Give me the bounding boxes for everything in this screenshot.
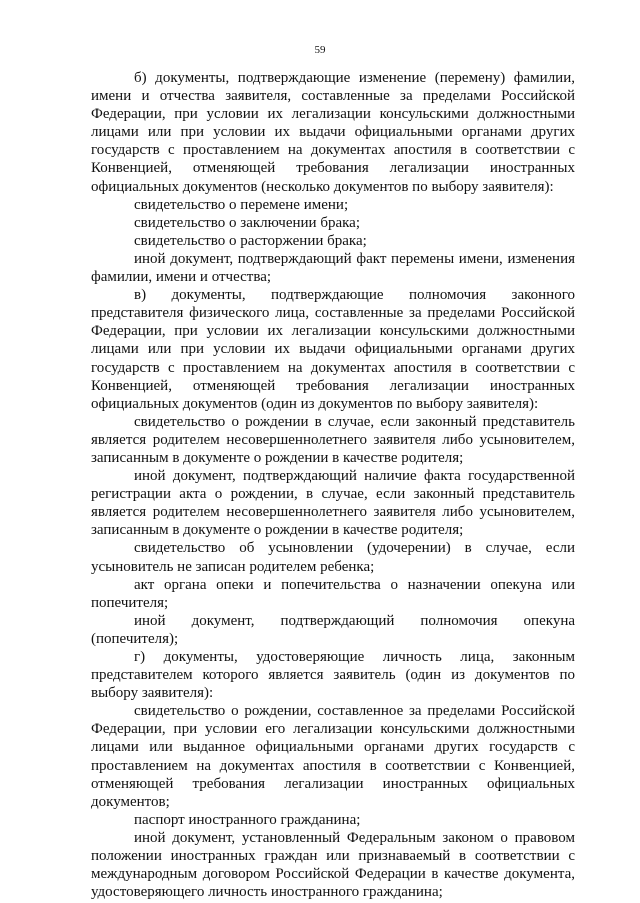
paragraph-v-intro: в) документы, подтверждающие полномочия законного представителя физического лица, составленные за пределами Российской Федерации, при условии их легализации консульскими должностными лицами или при условии их выдачи официальными органами других государств с проставлением на документах апостиля в соответствии с Конвенцией, отменяющей требования легализации иностранных официальных документов (один из документов по выбору заявителя): bbox=[91, 287, 575, 412]
paragraph-marriage-certificate: свидетельство о заключении брака; bbox=[134, 214, 360, 231]
paragraph-divorce-certificate: свидетельство о расторжении брака; bbox=[134, 232, 367, 249]
page-number: 59 bbox=[314, 44, 326, 56]
paragraph-other-guardian-doc: иной документ, подтверждающий полномочия опекуна (попечителя); bbox=[91, 612, 575, 647]
paragraph-foreign-birth-certificate: свидетельство о рождении, составленное за пределами Российской Федерации, при условии его легализации консульскими должностными лицами или выданное официальными органами других государств с проставлением на документах апостиля в соответствии с Конвенцией, отменяющей требования легализации иностранных официальных документов; bbox=[91, 703, 575, 810]
paragraph-adoption-certificate: свидетельство об усыновлении (удочерении) в случае, если усыновитель не записан родителем ребенка; bbox=[91, 540, 575, 575]
paragraph-guardianship-act: акт органа опеки и попечительства о назначении опекуна или попечителя; bbox=[91, 576, 575, 611]
paragraph-name-change-certificate: свидетельство о перемене имени; bbox=[134, 196, 349, 213]
paragraph-b-intro: б) документы, подтверждающие изменение (перемену) фамилии, имени и отчества заявителя, составленные за пределами Российской Федерации, при условии их легализации консульскими должностными лицами или при условии их выдачи официальными органами других государств с проставлением на документах апостиля в соответствии с Конвенцией, отменяющей требования легализации иностранных официальных документов (несколько документов по выбору заявителя): bbox=[91, 70, 575, 195]
paragraph-birth-certificate-parent: свидетельство о рождении в случае, если законный представитель является родителем несовершеннолетнего заявителя либо усыновителем, записанным в документе о рождении в качестве родителя; bbox=[91, 413, 575, 466]
paragraph-other-name-change-doc: иной документ, подтверждающий факт перемены имени, изменения фамилии, имени и отчества; bbox=[91, 250, 575, 286]
paragraph-g-intro: г) документы, удостоверяющие личность лица, законным представителем которого является заявитель (один из документов по выбору заявителя): bbox=[91, 649, 575, 702]
document-body bbox=[91, 69, 575, 901]
paragraph-other-identity-doc: иной документ, установленный Федеральным законом о правовом положении иностранных граждан или признаваемый в соответствии с международным договором Российской Федерации в качестве документа, удостоверяющего личность иностранного гражданина; bbox=[91, 829, 575, 901]
paragraph-foreign-passport: паспорт иностранного гражданина; bbox=[134, 811, 361, 828]
paragraph-other-birth-registration-doc: иной документ, подтверждающий наличие факта государственной регистрации акта о рождении, в случае, если законный представитель является родителем несовершеннолетнего заявителя либо усыновителем, записанным в документе о рождении в качестве родителя; bbox=[91, 468, 575, 539]
